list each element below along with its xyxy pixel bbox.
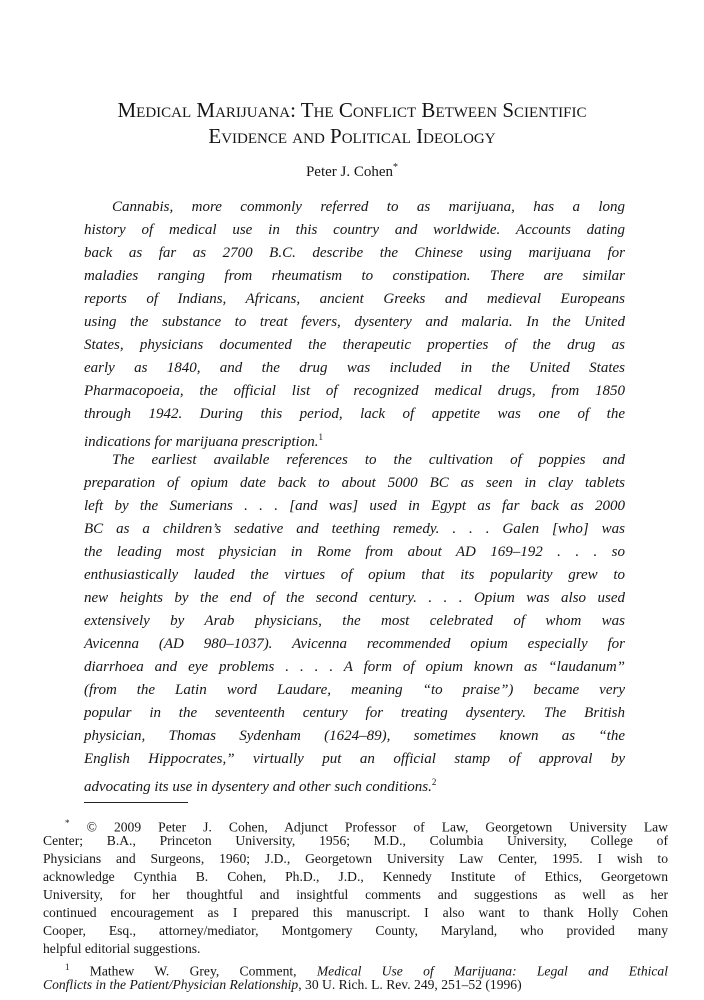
epigraph-line: States, physicians documented the therapeutic properties of the drug as: [84, 337, 625, 353]
epigraph-line: reports of Indians, Africans, ancient Greeks and medieval Europeans: [84, 291, 625, 307]
epigraph-line: extensively by Arab physicians, the most celebrated of whom was: [84, 613, 625, 629]
epigraph-line-text: advocating its use in dysentery and other such conditions.: [84, 779, 432, 795]
epigraph-line: history of medical use in this country and worldwide. Accounts dating: [84, 222, 625, 238]
footnote-1-title: Medical Use of Marijuana: Legal and Ethical: [316, 963, 669, 979]
footnote-1-marker: 1: [65, 962, 70, 972]
footnote-star-line: Center; B.A., Princeton University, 1956; M.D., Columbia University, College of: [43, 833, 668, 848]
footnote-separator-rule: [84, 802, 188, 803]
epigraph-line: using the substance to treat fevers, dysentery and malaria. In the United: [84, 314, 625, 330]
footnote-1-citation: , 30 U. Rich. L. Rev. 249, 251–52 (1996): [298, 977, 522, 992]
epigraph-line: [84, 428, 323, 451]
epigraph-line: BC as a children’s sedative and teething remedy. . . . Galen [who] was: [84, 521, 625, 537]
article-title-line-1: Medical Marijuana: The Conflict Between Scientific: [117, 98, 587, 122]
footnote-ref-2: 2: [431, 777, 437, 787]
epigraph-line: diarrhoea and eye problems . . . . A form of opium known as “laudanum”: [84, 659, 625, 675]
epigraph-line: English Hippocrates,” virtually put an official stamp of approval by: [84, 751, 625, 767]
epigraph-line: maladies ranging from rheumatism to constipation. There are similar: [84, 268, 625, 284]
epigraph-line: enthusiastically lauded the virtues of opium that its popularity grew to: [84, 567, 625, 583]
epigraph-line: the leading most physician in Rome from about AD 169–192 . . . so: [84, 544, 625, 560]
footnote-1-title: Conflicts in the Patient/Physician Relationship: [43, 977, 299, 992]
epigraph-line: popular in the seventeenth century for treating dysentery. The British: [84, 705, 625, 721]
footnote-star-line: Physicians and Surgeons, 1960; J.D., Georgetown University Law Center, 1995. I wish to: [43, 851, 668, 866]
epigraph-line: preparation of opium date back to about 5000 BC as seen in clay tablets: [84, 475, 625, 491]
epigraph-line: through 1942. During this period, lack of appetite was one of the: [84, 406, 625, 422]
epigraph-line: (from the Latin word Laudare, meaning “to praise”) became very: [84, 682, 625, 698]
footnote-star-line: acknowledge Cynthia B. Cohen, Ph.D., J.D., Kennedy Institute of Ethics, Georgetown: [43, 869, 668, 884]
epigraph-line: [84, 773, 436, 796]
epigraph-line: new heights by the end of the second century. . . . Opium was also used: [84, 590, 625, 606]
footnote-1-line: [43, 977, 522, 993]
footnote-star-line: University, for her thoughtful and insightful comments and suggestions as well as her: [43, 887, 668, 902]
footnote-star-line: continued encouragement as I prepared this manuscript. I also want to thank Holly Cohen: [43, 905, 668, 920]
author-name: Peter J. Cohen: [305, 164, 394, 180]
footnote-1-author: Mathew W. Grey, Comment,: [89, 963, 297, 979]
epigraph-line-text: indications for marijuana prescription.: [84, 434, 319, 450]
footnote-star-line: Cooper, Esq., attorney/mediator, Montgomery County, Maryland, who provided many: [43, 923, 668, 938]
epigraph-line: left by the Sumerians . . . [and was] used in Egypt as far back as 2000: [84, 498, 625, 514]
footnote-ref-1: 1: [318, 432, 323, 442]
footnote-star-marker: *: [65, 818, 70, 828]
footnote-text: © 2009 Peter J. Cohen, Adjunct Professor of Law, Georgetown University Law: [86, 819, 668, 835]
epigraph-line: Avicenna (AD 980–1037). Avicenna recommended opium especially for: [84, 636, 625, 652]
epigraph-line: back as far as 2700 B.C. describe the Chinese using marijuana for: [84, 245, 625, 261]
epigraph-line: early as 1840, and the drug was included in the United States: [84, 360, 625, 376]
footnote-star-line: helpful editorial suggestions.: [43, 941, 201, 956]
author-footnote-marker: *: [393, 162, 399, 173]
epigraph-line: Pharmacopoeia, the official list of recognized medical drugs, from 1850: [84, 383, 625, 399]
epigraph-line: physician, Thomas Sydenham (1624–89), sometimes known as “the: [84, 728, 625, 744]
epigraph-line: Cannabis, more commonly referred to as marijuana, has a long: [112, 199, 625, 215]
epigraph-line: The earliest available references to the cultivation of poppies and: [112, 452, 625, 468]
article-title-line-2: Evidence and Political Ideology: [208, 124, 496, 148]
author-byline: [0, 162, 704, 181]
